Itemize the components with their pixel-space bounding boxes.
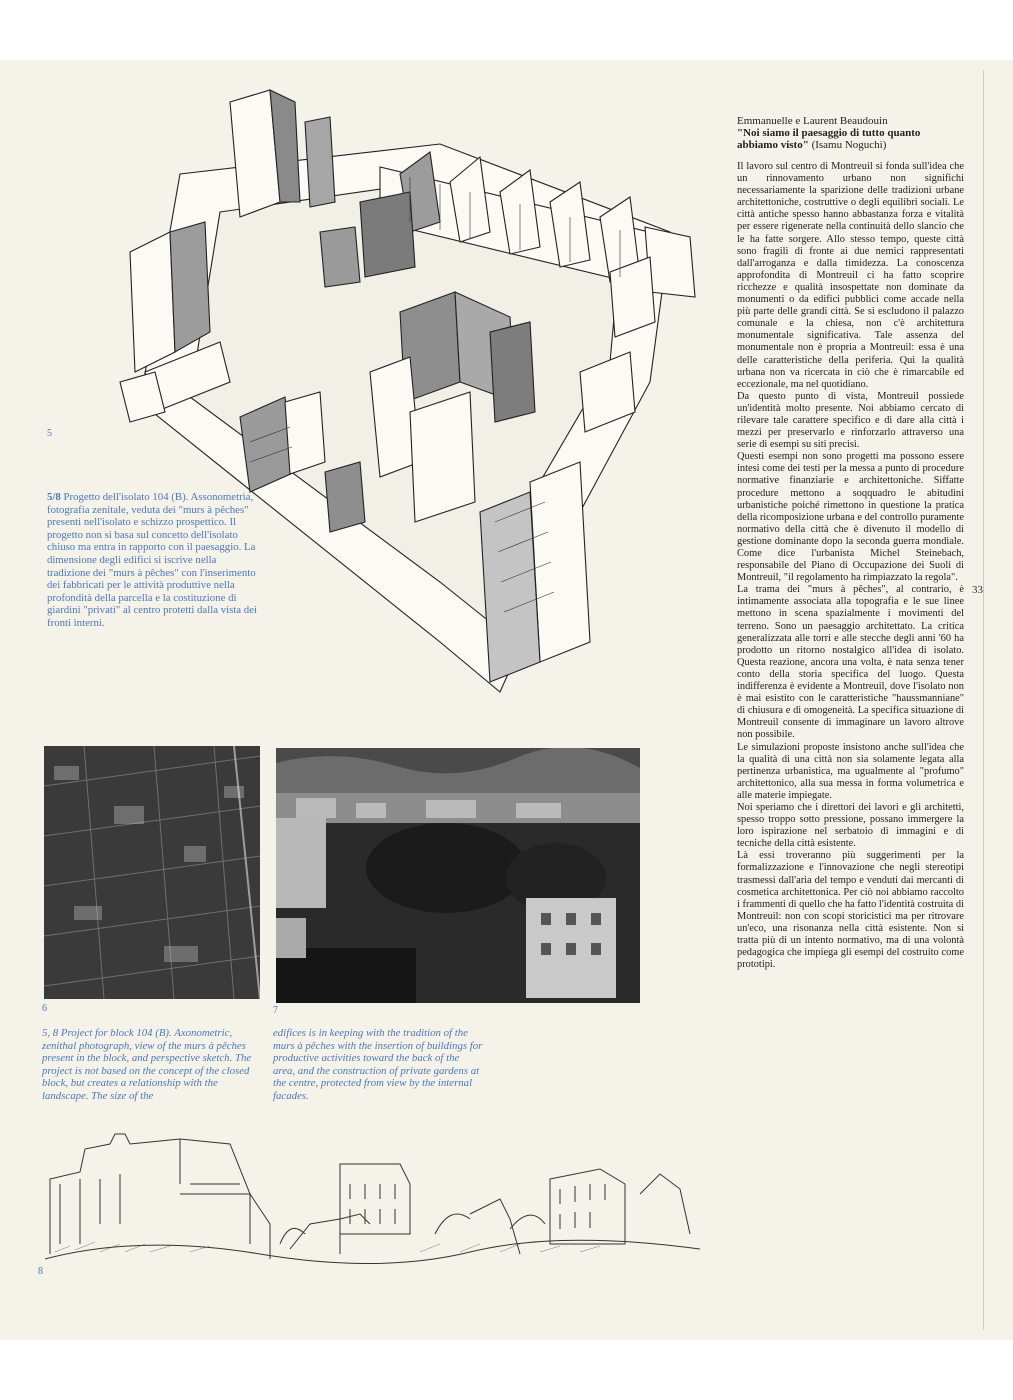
page-top-margin [0,0,1013,60]
page-edge-rule [983,70,984,1330]
zenithal-photograph [44,746,260,999]
aerial-view-image [44,746,260,999]
caption-english-col2 [273,1027,483,1103]
article-title [737,127,964,151]
article-title-quote: "Noi siamo il paesaggio di tutto quanto abbiamo visto" [737,127,921,151]
caption-italian [47,491,261,630]
city-view-image [276,748,640,1003]
caption-english-col1 [42,1027,258,1103]
article-column [737,115,964,971]
article-body [737,161,964,971]
murs-a-peches-photograph [276,748,640,1003]
caption-english-text-2: edifices is in keeping with the tradition of the murs à pêches with the insertion of buildings for productive activities toward the back of the area, and the construction of private gardens at the centre, protected from view by the internal facades. [273,1027,483,1102]
caption-english-text-1: 5, 8 Project for block 104 (B). Axonometric, zenithal photograph, view of the murs à pêches present in the block, and perspective sketch. The project is not based on the concept of the closed block, but creates a relationship with the landscape. The size of the [42,1027,252,1102]
figure-number-7: 7 [273,1005,278,1016]
article-authors: Emmanuelle e Laurent Beaudouin [737,115,888,127]
figure-number-5: 5 [47,428,52,439]
caption-label: 5/8 [47,491,61,503]
article-paragraph-6: Noi speriamo che i direttori dei lavori e gli architetti, spesso troppo sotto pressione, possano immergere la loro ispirazione nel serbatoio di immagini e di tecniche della città esistente. [737,801,964,850]
page-number: 33 [972,584,983,596]
article-paragraph-2: Da questo punto di vista, Montreuil possiede un'identità molto presente. Noi abbiamo cercato di rilevare tale carattere specifico e di dare alla città i mezzi per preservarlo e rinforzarlo attraverso una serie di esempi su siti precisi. [737,390,964,451]
article-paragraph-1: Il lavoro sul centro di Montreuil si fonda sull'idea che un rinnovamento urbano non significhi necessariamente la sparizione delle tradizioni urbane architettoniche, costruttive o degli equilibri sociali. Le città antiche spesso hanno abbastanza forza e vitalità per essere rigenerate nella continuità dello slancio che le ha fatte sorgere. Allo stesso tempo, queste città sono fragili di fronte ai due nemici rappresentati dall'arroganza e dalla timidezza. La conoscenza approfondita di Montreuil ci ha fatto scoprire ricchezze e qualità insospettate non dominate da monumenti o da edifici pubblici come accade nella più parte delle grandi città. Se si escludono il palazzo comunale e la chiesa, non c'è architettura monumentale significativa. Tale assenza del monumentale non è propria a Montreuil: essa è una delle caratteristiche della periferia. Qui la qualità urbana non va ricercata in ciò che è rimarcabile ed eccezionale, ma nel quotidiano. [737,161,964,390]
page-bottom-margin [0,1340,1013,1400]
perspective-sketch [40,1124,700,1274]
figure-number-8: 8 [38,1266,43,1277]
article-paragraph-3: Questi esempi non sono progetti ma possono essere intesi come dei testi per la messa a punto di procedure normative finanziarie e architettoniche. Siffatte procedure mettono a soqquadro le abitudini urbanistiche poiché rimettono in questione la pratica della ricomposizione urbana e del controllo puramente normativo della città che è divenuto il modello di gestione dominante dopo la seconda guerra mondiale. Come dice l'urbanista Michel Steinebach, responsabile del Piano di Occupazione dei Suoli di Montreuil, "il regolamento ha rimpiazzato la regola". [737,451,964,584]
article-paragraph-7: Là essi troveranno più suggerimenti per la formalizzazione e l'innovazione che negli stereotipi trasmessi dall'aria del tempo e venduti dai mercanti di cosmetica architettonica. Per ciò noi abbiamo raccolto i frammenti di quello che ha fatto l'identità costruita di Montreuil: non con scopi storicistici ma per ritrovare un'eco, una risonanza nella città esistente. Non si tratta più di un intento normativo, ma di una volontà pedagogica che impiega gli esempi del costruito come prototipi. [737,850,964,971]
article-paragraph-4: La trama dei "murs à pêches", al contrario, è intimamente associata alla topografia e le sue linee mettono in scena spazialmente i movimenti del terreno. Sono un paesaggio architettato. La critica generalizzata alle torri e alle stecche degli anni '60 ha prodotto un ritorno nostalgico all'idea di isolato. Questa reazione, ancora una volta, è nata senza tener conto della storia specifica del luogo. Questa indifferenza è evidente a Montreuil, dove l'isolato non è mai esistito con le caratteristiche "haussmanniane" di chiusura e di omogeneità. La specifica situazione di Montreuil consente di immaginare un lavoro altrove non possibile. [737,584,964,741]
figure-number-6: 6 [42,1003,47,1014]
article-paragraph-5: Le simulazioni proposte insistono anche sull'idea che la qualità di una città non sia solamente legata alla pertinenza urbanistica, ma ugualmente al "profumo" architettonico, alla sua messa in forma volumetrica e alle materie impiegate. [737,741,964,801]
article-title-attribution: (Isamu Noguchi) [808,139,887,151]
caption-text: Progetto dell'isolato 104 (B). Assonometria, fotografia zenitale, veduta dei "murs à pêches" presenti nell'isolato e schizzo prospettico. Il progetto non si basa sul concetto dell'isolato chiuso ma entra in rapporto con il paesaggio. La dimensione degli edifici si iscrive nella tradizione dei "murs à pêches" con l'inserimento dei fabbricati per le attività produttive nella profondità della parcella e la costituzione di giardini "privati" al centro protetti dalla vista dei fronti interni. [47,491,257,629]
